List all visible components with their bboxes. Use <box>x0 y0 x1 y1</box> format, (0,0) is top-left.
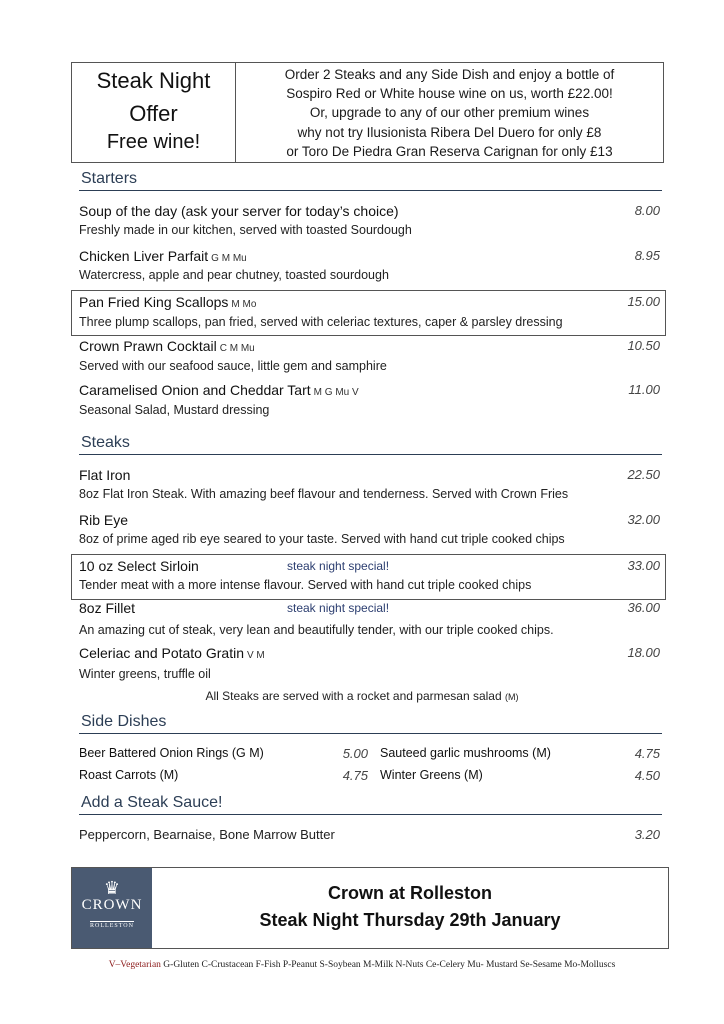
menu-item-description: Seasonal Salad, Mustard dressing <box>79 403 270 417</box>
menu-item-name <box>79 294 256 310</box>
menu-item-description: An amazing cut of steak, very lean and beautifully tender, with our triple cooked chips. <box>79 623 554 637</box>
logo-subtext: ROLLESTON <box>90 923 134 929</box>
legend-vegetarian: V–Vegetarian <box>108 960 161 970</box>
steaks-note <box>0 689 724 703</box>
special-badge: steak night special! <box>287 559 390 573</box>
side-dish-price: 4.75 <box>342 768 368 783</box>
menu-item-price: 15.00 <box>627 294 660 309</box>
menu-item-name: 8oz Fillet <box>79 600 136 616</box>
offer-box <box>71 62 664 163</box>
offer-line: Sospiro Red or White house wine on us, worth £22.00! <box>286 86 613 102</box>
menu-item-name <box>79 248 247 264</box>
offer-line: Or, upgrade to any of our other premium wines <box>309 105 590 121</box>
menu-item-price: 10.50 <box>627 338 660 353</box>
item-name-text: Crown Prawn Cocktail <box>79 338 217 354</box>
menu-item-price: 18.00 <box>627 645 660 660</box>
allergen-codes: V M <box>246 650 265 661</box>
menu-item-price: 8.95 <box>634 248 660 263</box>
menu-item-name: Rib Eye <box>79 512 129 528</box>
section-heading: Steaks <box>81 434 130 451</box>
menu-item-name: 10 oz Select Sirloin <box>79 558 199 574</box>
menu-item-price: 33.00 <box>627 558 660 573</box>
legend-rest: G-Gluten C-Crustacean F-Fish P-Peanut S-Soybean M-Milk N-Nuts Ce-Celery Mu- Mustard Se-Sesame Mo-Molluscs <box>163 960 616 970</box>
offer-title-panel <box>72 63 236 162</box>
allergen-codes: M Mo <box>231 299 257 310</box>
side-dish-name: Winter Greens (M) <box>380 768 483 782</box>
menu-item-description: Freshly made in our kitchen, served with toasted Sourdough <box>79 223 412 237</box>
allergen-codes: G M Mu <box>211 253 247 264</box>
allergen-codes: C M Mu <box>219 343 255 354</box>
menu-item-description: Served with our seafood sauce, little gem and samphire <box>79 359 387 373</box>
offer-line: or Toro De Piedra Gran Reserva Carignan for only £13 <box>286 143 613 159</box>
item-name-text: Caramelised Onion and Cheddar Tart <box>79 382 311 398</box>
item-name-text: Chicken Liver Parfait <box>79 248 209 264</box>
side-dish-price: 4.50 <box>634 768 660 783</box>
section-steaks <box>79 432 662 455</box>
item-name-text: Celeriac and Potato Gratin <box>79 645 244 661</box>
item-name-text: Pan Fried King Scallops <box>79 294 229 310</box>
crown-icon: ♛ <box>103 878 121 898</box>
item-name-text: Soup of the day (ask your server for today’s choice) <box>79 203 399 219</box>
menu-item-name <box>79 382 359 398</box>
sauce-list: Peppercorn, Bearnaise, Bone Marrow Butter <box>79 827 335 842</box>
section-sauce <box>79 792 662 815</box>
footer-banner <box>71 867 669 949</box>
section-heading: Starters <box>81 170 138 187</box>
allergen-codes: M G Mu V <box>313 387 359 398</box>
menu-item-name <box>79 203 399 219</box>
logo-text: CROWN <box>81 897 143 913</box>
menu-item-description: Watercress, apple and pear chutney, toasted sourdough <box>79 268 389 282</box>
menu-item-description: 8oz of prime aged rib eye seared to your taste. Served with hand cut triple cooked chips <box>79 532 565 546</box>
offer-details <box>236 63 663 164</box>
crown-logo <box>72 868 152 948</box>
menu-item-description: 8oz Flat Iron Steak. With amazing beef flavour and tenderness. Served with Crown Fries <box>79 487 569 501</box>
offer-title-line2: Offer <box>129 101 178 126</box>
offer-line: Order 2 Steaks and any Side Dish and enjoy a bottle of <box>284 67 615 82</box>
menu-item-name: Flat Iron <box>79 467 131 483</box>
menu-item-description: Three plump scallops, pan fried, served with celeriac textures, caper & parsley dressing <box>79 315 563 329</box>
menu-item-name <box>79 338 255 354</box>
side-dish-name: Sauteed garlic mushrooms (M) <box>380 746 551 760</box>
section-heading: Add a Steak Sauce! <box>81 794 223 811</box>
sauce-price: 3.20 <box>634 827 660 842</box>
side-dish-name: Roast Carrots (M) <box>79 768 179 782</box>
menu-item-price: 8.00 <box>634 203 660 218</box>
menu-item-price: 11.00 <box>628 382 660 397</box>
footer-title <box>152 868 668 934</box>
special-badge: steak night special! <box>287 601 390 615</box>
menu-item-name <box>79 645 265 661</box>
allergen-legend <box>0 960 724 970</box>
side-dish-price: 5.00 <box>342 746 368 761</box>
section-sides <box>79 711 662 734</box>
section-heading: Side Dishes <box>81 713 167 730</box>
steaks-note-text: All Steaks are served with a rocket and parmesan salad <box>205 689 502 703</box>
menu-item-price: 32.00 <box>627 512 660 527</box>
side-dish-name: Beer Battered Onion Rings (G M) <box>79 746 264 760</box>
offer-line: why not try Ilusionista Ribera Del Duero for only £8 <box>297 124 602 140</box>
footer-line1: Crown at Rolleston <box>327 883 492 903</box>
offer-title-line1: Steak Night <box>96 68 211 93</box>
menu-item-price: 22.50 <box>627 467 660 482</box>
section-starters <box>79 168 662 191</box>
menu-item-description: Tender meat with a more intense flavour. Served with hand cut triple cooked chips <box>79 578 532 592</box>
allergen-codes: (M) <box>505 692 519 702</box>
menu-item-description: Winter greens, truffle oil <box>79 667 211 681</box>
footer-line2: Steak Night Thursday 29th January <box>259 910 561 930</box>
offer-title-line3: Free wine! <box>106 131 201 153</box>
side-dish-price: 4.75 <box>634 746 660 761</box>
menu-item-price: 36.00 <box>627 600 660 615</box>
